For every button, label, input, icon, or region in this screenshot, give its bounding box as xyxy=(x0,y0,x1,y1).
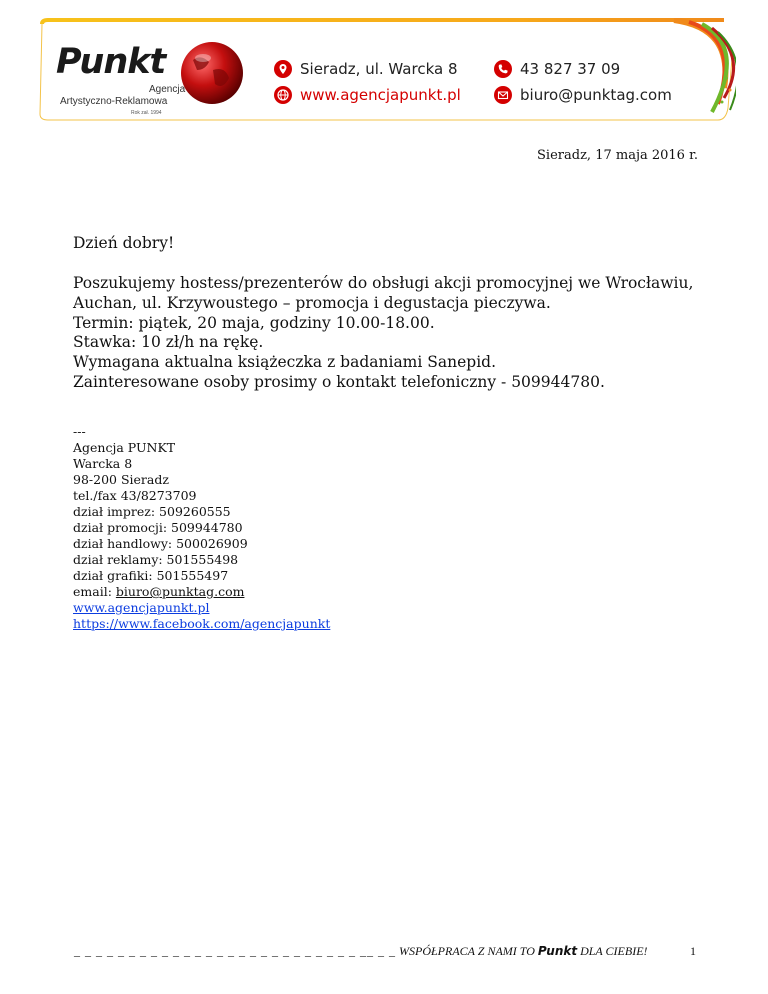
signature-dept-ads: dział reklamy: 501555498 xyxy=(73,552,239,567)
header-address-text: Sieradz, ul. Warcka 8 xyxy=(300,60,458,78)
body-line: Stawka: 10 zł/h na rękę. xyxy=(73,333,264,352)
logo-established: Rok zał. 1994 xyxy=(131,110,162,116)
header-email-text[interactable]: biuro@punktag.com xyxy=(520,86,672,104)
header-website[interactable] xyxy=(274,86,461,104)
footer-slogan-start: WSPÓŁPRACA Z NAMI TO xyxy=(399,944,538,958)
logo-tagline-agencja: Agencja xyxy=(149,84,186,95)
page-footer xyxy=(74,944,648,959)
signature-dept-sales: dział handlowy: 500026909 xyxy=(73,536,248,551)
letter-greeting: Dzień dobry! xyxy=(73,234,175,252)
header-website-text[interactable]: www.agencjapunkt.pl xyxy=(300,86,461,104)
body-line: Auchan, ul. Krzywoustego – promocja i degustacja pieczywa. xyxy=(73,293,551,312)
logo-wordmark: Punkt xyxy=(56,42,166,82)
header-address xyxy=(274,60,458,78)
location-pin-icon xyxy=(274,60,292,78)
signature-email-row xyxy=(73,584,330,600)
signature-dept-graphics: dział grafiki: 501555497 xyxy=(73,568,229,583)
globe-icon xyxy=(274,86,292,104)
signature-dept-events: dział imprez: 509260555 xyxy=(73,504,231,519)
signature-email-label: email: xyxy=(73,584,116,599)
body-line: Termin: piątek, 20 maja, godziny 10.00-18.00. xyxy=(73,313,435,332)
signature-facebook-link[interactable]: https://www.facebook.com/agencjapunkt xyxy=(73,616,331,631)
body-line: Poszukujemy hostess/prezenterów do obsługi akcji promocyjnej we Wrocławiu, xyxy=(73,274,694,292)
body-line: Zainteresowane osoby prosimy o kontakt telefoniczny - 509944780. xyxy=(73,372,605,391)
signature-telfax: tel./fax 43/8273709 xyxy=(73,488,197,503)
letter-body xyxy=(73,274,713,393)
letterhead xyxy=(34,18,736,122)
signature-company: Agencja PUNKT xyxy=(73,440,176,455)
header-phone xyxy=(494,60,620,78)
logo-tagline-artystyczno: Artystyczno-Reklamowa xyxy=(60,96,168,107)
signature-separator: --- xyxy=(73,424,86,439)
phone-icon xyxy=(494,60,512,78)
signature-dept-promo: dział promocji: 509944780 xyxy=(73,520,243,535)
header-phone-text: 43 827 37 09 xyxy=(520,60,621,78)
signature-website-link[interactable]: www.agencjapunkt.pl xyxy=(73,600,210,615)
email-icon xyxy=(494,86,512,104)
letter-date: Sieradz, 17 maja 2016 r. xyxy=(537,148,698,163)
signature-city: 98-200 Sieradz xyxy=(73,472,169,487)
footer-slogan-end: DLA CIEBIE! xyxy=(577,944,648,958)
body-line: Wymagana aktualna książeczka z badaniami Sanepid. xyxy=(73,353,497,372)
signature-street: Warcka 8 xyxy=(73,456,133,471)
page-number: 1 xyxy=(690,944,696,958)
footer-dashes: _ _ _ _ _ _ _ _ _ _ _ _ _ _ _ _ _ _ _ _ _ _ _ _ _ _ __ _ _ xyxy=(74,944,396,958)
email-signature xyxy=(73,424,330,632)
signature-email-link[interactable]: biuro@punktag.com xyxy=(115,584,245,599)
footer-brand: Punkt xyxy=(537,944,578,958)
header-email[interactable] xyxy=(494,86,672,104)
logo-globe-icon xyxy=(179,40,245,106)
